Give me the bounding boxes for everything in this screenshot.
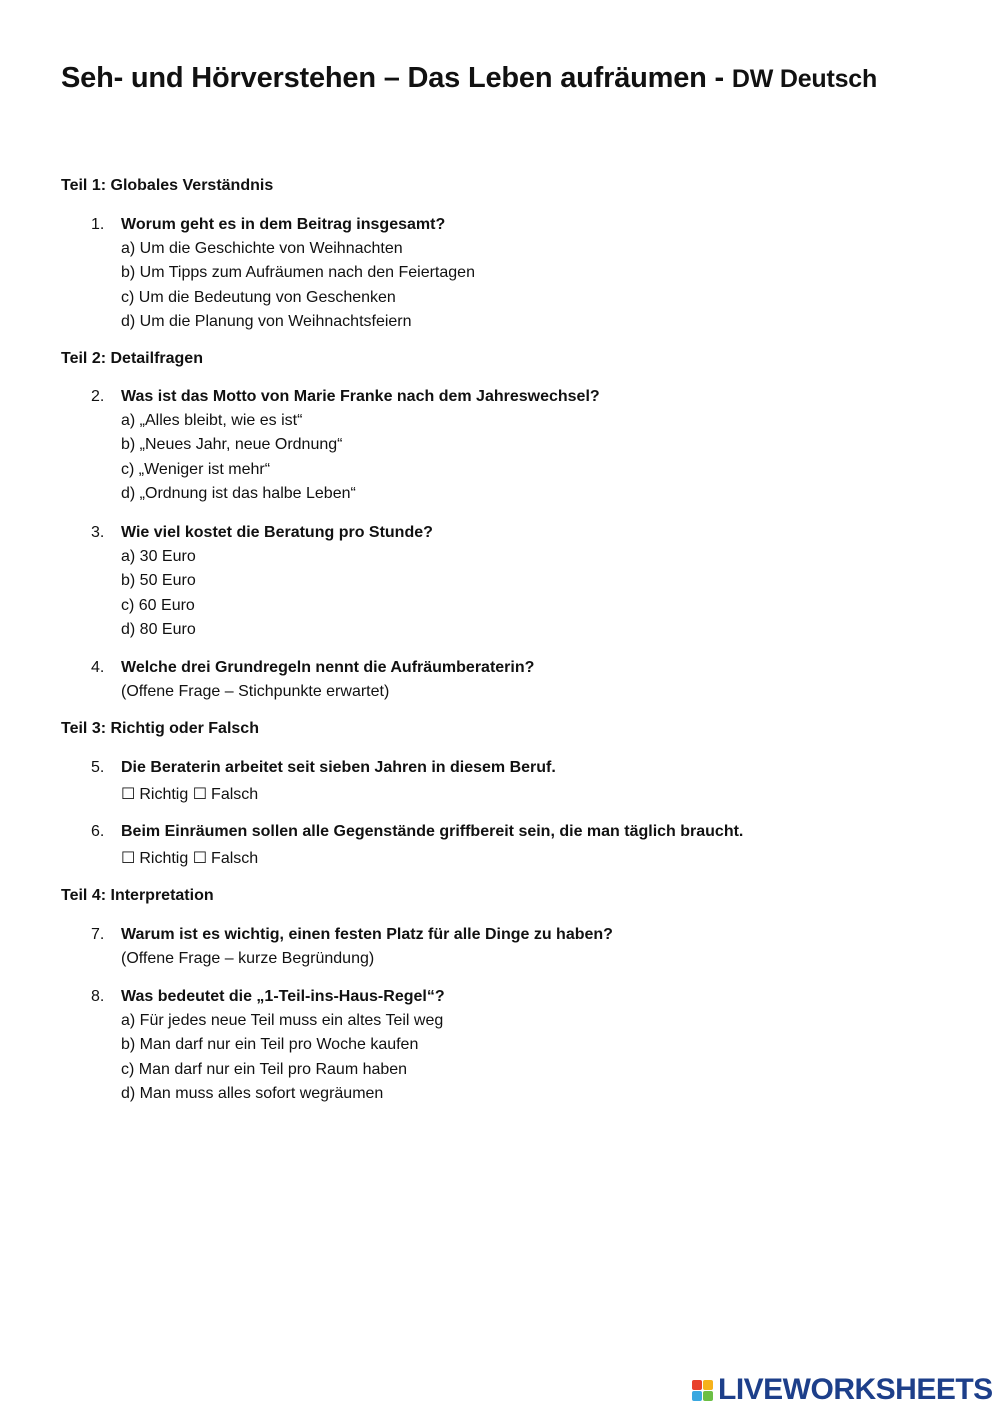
answer-option-a[interactable]: a) Für jedes neue Teil muss ein altes Teil weg xyxy=(121,1012,444,1029)
logo-tile xyxy=(703,1380,713,1390)
question-text: Welche drei Grundregeln nennt die Aufräumberaterin? xyxy=(121,659,535,676)
question-2 xyxy=(91,385,971,506)
falsch-checkbox[interactable] xyxy=(193,786,258,803)
answer-option-a[interactable]: a) Um die Geschichte von Weihnachten xyxy=(121,240,403,257)
answer-option-c[interactable]: c) 60 Euro xyxy=(121,596,195,614)
answer-option-a[interactable]: a) „Alles bleibt, wie es ist“ xyxy=(121,412,303,429)
question-number: 1. xyxy=(91,216,105,233)
logo-tile xyxy=(703,1391,713,1401)
question-number: 7. xyxy=(91,926,105,943)
question-1 xyxy=(91,213,971,334)
true-false-choice xyxy=(121,783,971,807)
question-text: Worum geht es in dem Beitrag insgesamt? xyxy=(121,216,446,233)
liveworksheets-logo-icon xyxy=(692,1380,713,1401)
question-number: 5. xyxy=(91,759,105,776)
question-3 xyxy=(91,521,971,642)
question-number: 3. xyxy=(91,524,105,541)
question-number: 4. xyxy=(91,659,105,676)
question-number: 2. xyxy=(91,388,105,405)
checkbox-icon: ☐ xyxy=(121,850,136,867)
answer-hint: (Offene Frage – Stichpunkte erwartet) xyxy=(121,683,390,700)
answer-option-c[interactable]: c) „Weniger ist mehr“ xyxy=(121,460,271,478)
answer-option-b[interactable]: b) „Neues Jahr, neue Ordnung“ xyxy=(121,436,343,454)
checkbox-icon: ☐ xyxy=(192,850,208,867)
answer-option-a[interactable]: a) 30 Euro xyxy=(121,548,196,565)
answer-option-d[interactable]: d) Um die Planung von Weihnachtsfeiern xyxy=(121,312,412,330)
question-7 xyxy=(91,923,971,971)
question-text: Was ist das Motto von Marie Franke nach dem Jahreswechsel? xyxy=(121,388,600,405)
question-text: Wie viel kostet die Beratung pro Stunde? xyxy=(121,524,433,541)
answer-option-b[interactable]: b) Man darf nur ein Teil pro Woche kaufen xyxy=(121,1036,419,1054)
question-8 xyxy=(91,985,971,1106)
richtig-checkbox[interactable] xyxy=(121,850,188,867)
falsch-checkbox[interactable] xyxy=(193,850,258,867)
question-4 xyxy=(91,656,971,704)
richtig-label: Richtig xyxy=(139,786,189,803)
section-heading-teil-3: Teil 3: Richtig oder Falsch xyxy=(61,720,259,737)
question-number: 6. xyxy=(91,823,105,840)
page-title-main: Seh- und Hörverstehen – Das Leben aufräumen - xyxy=(61,62,732,94)
answer-option-d[interactable]: d) „Ordnung ist das halbe Leben“ xyxy=(121,484,356,502)
richtig-checkbox[interactable] xyxy=(121,786,188,803)
checkbox-icon: ☐ xyxy=(192,786,208,803)
answer-option-b[interactable]: b) Um Tipps zum Aufräumen nach den Feiertagen xyxy=(121,264,475,282)
answer-hint: (Offene Frage – kurze Begründung) xyxy=(121,950,375,967)
checkbox-icon: ☐ xyxy=(121,786,136,803)
logo-wordmark: LIVEWORKSHEETS xyxy=(718,1373,993,1406)
answer-option-d[interactable]: d) Man muss alles sofort wegräumen xyxy=(121,1084,384,1102)
question-text: Was bedeutet die „1-Teil-ins-Haus-Regel“? xyxy=(121,988,445,1005)
true-false-choice xyxy=(121,847,971,871)
section-heading-teil-4: Teil 4: Interpretation xyxy=(61,887,214,904)
question-number: 8. xyxy=(91,988,105,1005)
question-text: Beim Einräumen sollen alle Gegenstände griffbereit sein, die man täglich braucht. xyxy=(121,823,744,840)
question-text: Die Beraterin arbeitet seit sieben Jahren in diesem Beruf. xyxy=(121,759,556,776)
question-text: Warum ist es wichtig, einen festen Platz für alle Dinge zu haben? xyxy=(121,926,613,943)
falsch-label: Falsch xyxy=(211,850,259,867)
section-heading-teil-2: Teil 2: Detailfragen xyxy=(61,350,203,367)
logo-tile xyxy=(692,1380,702,1390)
answer-option-b[interactable]: b) 50 Euro xyxy=(121,572,196,590)
logo-tile xyxy=(692,1391,702,1401)
section-heading-teil-1: Teil 1: Globales Verständnis xyxy=(61,177,274,194)
falsch-label: Falsch xyxy=(211,786,259,803)
page-title-source: DW Deutsch xyxy=(731,65,878,93)
answer-option-c[interactable]: c) Um die Bedeutung von Geschenken xyxy=(121,288,396,306)
liveworksheets-logo xyxy=(692,1372,993,1408)
answer-option-c[interactable]: c) Man darf nur ein Teil pro Raum haben xyxy=(121,1060,408,1078)
page-title xyxy=(61,62,877,95)
question-5 xyxy=(91,756,971,807)
question-6 xyxy=(91,820,971,871)
answer-option-d[interactable]: d) 80 Euro xyxy=(121,620,196,638)
richtig-label: Richtig xyxy=(139,850,189,867)
